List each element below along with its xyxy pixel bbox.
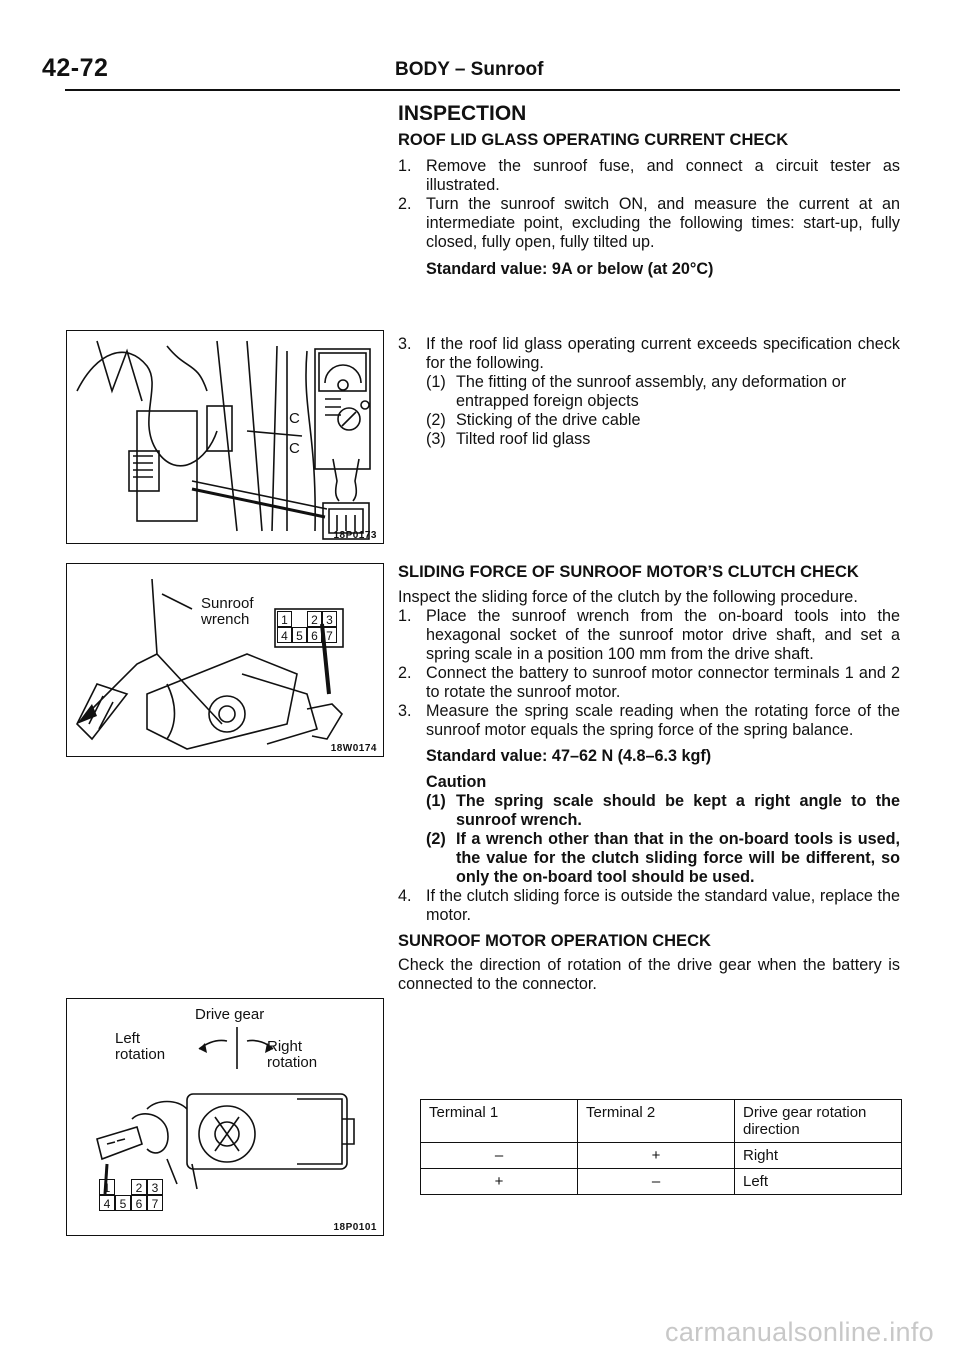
connector-pin: 4 <box>99 1195 115 1211</box>
connector-diagram <box>277 611 337 643</box>
watermark[interactable]: carmanualsonline.info <box>665 1317 934 1347</box>
step-text: If the clutch sliding force is outside the standard value, replace the motor. <box>426 887 900 924</box>
clutch-check-section <box>398 563 900 994</box>
label-right-rotation: Right rotation <box>267 1038 318 1071</box>
sub-text: The fitting of the sunroof assembly, any deformation or entrapped foreign objects <box>456 373 847 410</box>
standard-value: Standard value: 47–62 N (4.8–6.3 kgf) <box>426 747 712 765</box>
step-number: 3. <box>398 702 412 720</box>
step-number: 2. <box>398 195 412 213</box>
label-c: C <box>289 410 300 427</box>
step-text: Turn the sunroof switch ON, and measure the current at an intermediate point, excluding the following times: start-up, fully closed, fully open, fully tilted up. <box>426 195 900 251</box>
motor-intro: Check the direction of rotation of the drive gear when the battery is connected to the connector. <box>398 956 900 993</box>
clutch-check-title: SLIDING FORCE OF SUNROOF MOTOR’S CLUTCH CHECK <box>398 563 859 581</box>
connector-diagram <box>99 1179 163 1211</box>
figure-sunroof-wrench <box>66 563 384 757</box>
header-rule <box>65 89 900 91</box>
figure-code: 18P0173 <box>333 530 377 541</box>
list-item <box>398 335 900 373</box>
clutch-intro: Inspect the sliding force of the clutch by the following procedure. <box>398 588 858 606</box>
list-item <box>398 195 900 252</box>
current-check-title: ROOF LID GLASS OPERATING CURRENT CHECK <box>398 131 789 149</box>
step-text: Place the sunroof wrench from the on-board tools into the hexagonal socket of the sunroof motor drive shaft, and set a spring scale in a position 100 mm from the drive shaft. <box>426 607 900 663</box>
table-cell: – <box>421 1143 578 1169</box>
sub-number: (3) <box>426 430 446 448</box>
table-header: Terminal 2 <box>578 1100 735 1143</box>
table-header: Drive gear rotation direction <box>735 1100 902 1143</box>
table-cell: Right <box>735 1143 902 1169</box>
table-header: Terminal 1 <box>421 1100 578 1143</box>
caution-text: If a wrench other than that in the on-board tools is used, the value for the clutch sliding force will be different, so only the on-board tool should be used. <box>456 830 900 886</box>
circuit-tester-illustration <box>67 331 383 543</box>
connector-pin: 7 <box>322 627 337 643</box>
list-item <box>398 430 900 449</box>
sub-number: (2) <box>426 411 446 429</box>
inspection-heading: INSPECTION <box>398 102 527 125</box>
sub-text: Sticking of the drive cable <box>456 411 641 429</box>
step-text: If the roof lid glass operating current exceeds specification check for the following. <box>426 335 900 372</box>
caution-title: Caution <box>426 773 487 791</box>
list-item <box>398 411 900 430</box>
list-item <box>398 373 900 411</box>
motor-check-title: SUNROOF MOTOR OPERATION CHECK <box>398 932 711 950</box>
table-row <box>421 1169 902 1195</box>
standard-value: Standard value: 9A or below (at 20°C) <box>426 260 714 278</box>
step-number: 2. <box>398 664 412 682</box>
step-number: 1. <box>398 607 412 625</box>
connector-key <box>115 1179 131 1195</box>
connector-pin: 2 <box>131 1179 147 1195</box>
list-item <box>398 702 900 740</box>
table-row <box>421 1143 902 1169</box>
step-text: Remove the sunroof fuse, and connect a circuit tester as illustrated. <box>426 157 900 194</box>
connector-pin: 3 <box>322 611 337 627</box>
rotation-table <box>420 1099 902 1195</box>
table-cell: + <box>578 1143 735 1169</box>
connector-pin: 7 <box>147 1195 163 1211</box>
connector-pin: 4 <box>277 627 292 643</box>
label-left-rotation: Left rotation <box>115 1030 166 1063</box>
figure-drive-gear <box>66 998 384 1236</box>
connector-pin: 1 <box>277 611 292 627</box>
page-title: BODY – Sunroof <box>395 59 544 80</box>
caution-item <box>398 830 900 887</box>
page-number: 42-72 <box>42 54 109 82</box>
step-number: 4. <box>398 887 412 905</box>
table-header-row <box>421 1100 902 1143</box>
step-text: Measure the spring scale reading when the rotating force of the sunroof motor equals the spring force of the spring balance. <box>426 702 900 739</box>
sub-text: Tilted roof lid glass <box>456 430 591 448</box>
table-cell: Left <box>735 1169 902 1195</box>
caution-item <box>398 792 900 830</box>
step-text: Connect the battery to sunroof motor connector terminals 1 and 2 to rotate the sunroof motor. <box>426 664 900 701</box>
list-item <box>398 607 900 664</box>
current-check-followup <box>398 335 900 449</box>
figure-circuit-tester <box>66 330 384 544</box>
caution-number: (1) <box>426 792 446 810</box>
label-sunroof-wrench: Sunroof wrench <box>201 595 254 628</box>
list-item <box>398 157 900 195</box>
connector-pin: 1 <box>99 1179 115 1195</box>
connector-pin: 3 <box>147 1179 163 1195</box>
step-number: 1. <box>398 157 412 175</box>
figure-code: 18P0101 <box>333 1222 377 1233</box>
connector-pin: 5 <box>292 627 307 643</box>
connector-key <box>292 611 307 627</box>
connector-pin: 5 <box>115 1195 131 1211</box>
caution-number: (2) <box>426 830 446 848</box>
caution-text: The spring scale should be kept a right angle to the sunroof wrench. <box>456 792 900 829</box>
current-check-section <box>398 104 900 279</box>
list-item <box>398 664 900 702</box>
label-c: C <box>289 440 300 457</box>
sub-number: (1) <box>426 373 446 391</box>
wrench-illustration <box>67 564 383 756</box>
table-cell: + <box>421 1169 578 1195</box>
figure-code: 18W0174 <box>330 743 377 754</box>
list-item <box>398 887 900 925</box>
connector-pin: 6 <box>131 1195 147 1211</box>
table-cell: – <box>578 1169 735 1195</box>
label-drive-gear: Drive gear <box>195 1006 265 1023</box>
connector-pin: 2 <box>307 611 322 627</box>
connector-pin: 6 <box>307 627 322 643</box>
step-number: 3. <box>398 335 412 353</box>
